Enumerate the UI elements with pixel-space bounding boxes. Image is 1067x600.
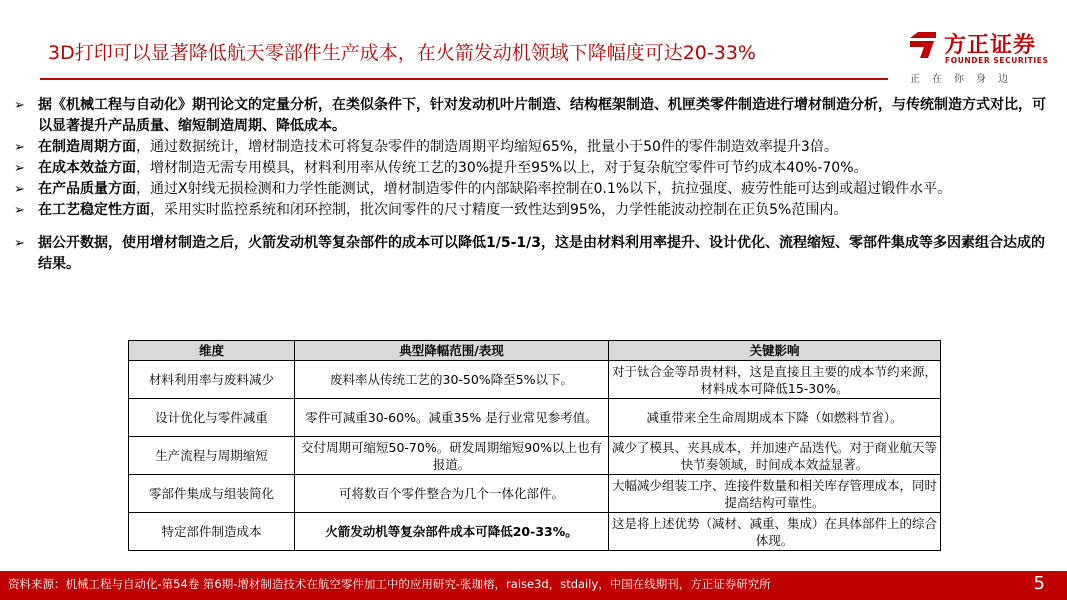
table-cell: 这是将上述优势（减材、减重、集成）在具体部件上的综合体现。 (609, 513, 941, 551)
bullet-item-3 (12, 179, 1057, 200)
page-title: 3D打印可以显著降低航天零部件生产成本，在火箭发动机领域下降幅度可达20-33% (48, 42, 756, 64)
bullet-item-1 (12, 137, 1057, 158)
arrow-bullet-icon: ➢ (14, 203, 25, 218)
table-row (129, 513, 941, 551)
table-cell: 零部件集成与组装简化 (129, 475, 295, 513)
table-row (129, 475, 941, 513)
bullet-lead: 在工艺稳定性方面 (38, 202, 150, 218)
bullet-list (12, 95, 1057, 275)
logo-english-name: FOUNDER SECURITIES (945, 56, 1049, 65)
page-number: 5 (1033, 573, 1045, 594)
source-note: 资料来源：机械工程与自动化-第54卷 第6期-增材制造技术在航空零件加工中的应用研究-张珈榕，raise3d，stdaily，中国在线期刊，方正证券研究所 (8, 577, 771, 591)
bullet-text: ，通过X射线无损检测和力学性能测试，增材制造零件的内部缺陷率控制在0.1%以下，抗拉强度、疲劳性能可达到或超过锻件水平。 (136, 181, 952, 197)
table-cell: 减重带来全生命周期成本下降（如燃料节省）。 (609, 399, 941, 437)
table-cell: 交付周期可缩短50-70%。研发周期缩短90%以上也有报道。 (295, 437, 609, 475)
logo-name: 方正证券 (944, 33, 1037, 58)
table-header-row (129, 341, 941, 361)
bullet-text: ，通过数据统计，增材制造技术可将复杂零件的制造周期平均缩短65%，批量小于50件的零件制造效率提升3倍。 (136, 139, 838, 155)
arrow-bullet-icon: ➢ (14, 161, 25, 176)
table-header-cell: 维度 (129, 341, 295, 361)
company-logo (906, 26, 1049, 86)
table-cell: 大幅减少组装工序、连接件数量和相关库存管理成本，同时提高结构可靠性。 (609, 475, 941, 513)
bullet-item-2 (12, 158, 1057, 179)
arrow-bullet-icon: ➢ (14, 182, 25, 197)
bullet-lead: 在成本效益方面 (38, 160, 136, 176)
bullet-text: ，增材制造无需专用模具，材料利用率从传统工艺的30%提升至95%以上，对于复杂航空零件可节约成本40%-70%。 (136, 160, 868, 176)
founder-logo-icon (906, 28, 940, 62)
table-cell: 废料率从传统工艺的30-50%降至5%以下。 (295, 361, 609, 399)
footer-bar (0, 571, 1067, 600)
table-header-cell: 典型降幅范围/表现 (295, 341, 609, 361)
arrow-bullet-icon: ➢ (14, 140, 25, 155)
bullet-text: ，采用实时监控系统和闭环控制，批次间零件的尺寸精度一致性达到95%，力学性能波动控制在正负5%范围内。 (150, 202, 848, 218)
table-cell: 零件可减重30-60%。减重35% 是行业常见参考值。 (295, 399, 609, 437)
cost-reduction-table (128, 340, 941, 551)
bullet-item-0 (12, 95, 1057, 137)
bullet-item-4 (12, 200, 1057, 221)
bullet-spacer (12, 221, 1057, 233)
table-row (129, 361, 941, 399)
table-cell: 火箭发动机等复杂部件成本可降低20-33%。 (295, 513, 609, 551)
table-cell: 生产流程与周期缩短 (129, 437, 295, 475)
table-cell: 减少了模具、夹具成本，并加速产品迭代。对于商业航天等快节奏领域，时间成本效益显著。 (609, 437, 941, 475)
bullet-text: 据《机械工程与自动化》期刊论文的定量分析，在类似条件下，针对发动机叶片制造、结构框架制造、机匣类零件制造进行增材制造分析，与传统制造方式对比，可以显著提升产品质量、缩短制造周期、降低成本。 (38, 97, 1046, 134)
bullet-text: 据公开数据，使用增材制造之后，火箭发动机等复杂部件的成本可以降低1/5-1/3，这是由材料利用率提升、设计优化、流程缩短、零部件集成等多因素组合达成的结果。 (38, 235, 1045, 272)
table-row (129, 399, 941, 437)
bullet-lead: 在制造周期方面 (38, 139, 136, 155)
table-row (129, 437, 941, 475)
arrow-bullet-icon: ➢ (14, 98, 25, 113)
table-cell: 可将数百个零件整合为几个一体化部件。 (295, 475, 609, 513)
table-cell: 对于钛合金等昂贵材料，这是直接且主要的成本节约来源，材料成本可降低15-30%。 (609, 361, 941, 399)
table-cell: 设计优化与零件减重 (129, 399, 295, 437)
logo-slogan: 正在你身边 (910, 74, 1020, 85)
table-cell: 特定部件制造成本 (129, 513, 295, 551)
title-divider (40, 78, 888, 80)
bullet-lead: 在产品质量方面 (38, 181, 136, 197)
arrow-bullet-icon: ➢ (14, 236, 25, 251)
table-header-cell: 关键影响 (609, 341, 941, 361)
table-cell: 材料利用率与废料减少 (129, 361, 295, 399)
bullet-item-5 (12, 233, 1057, 275)
